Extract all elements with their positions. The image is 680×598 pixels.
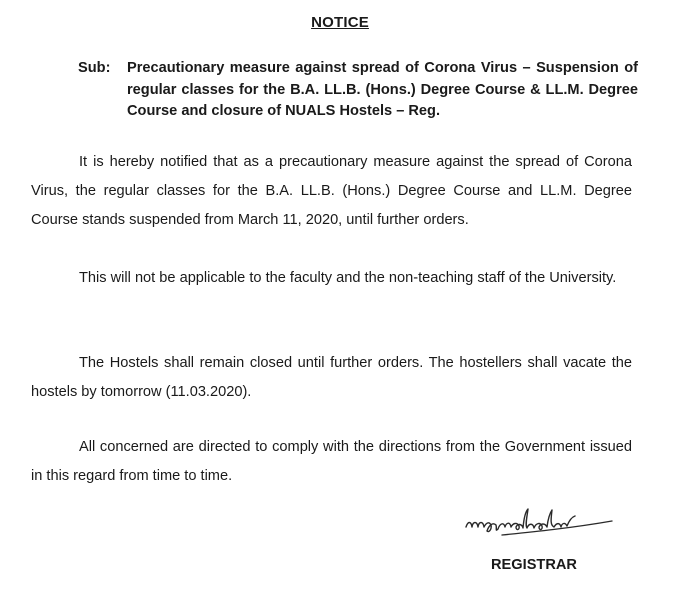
signatory-title: REGISTRAR <box>491 557 577 573</box>
paragraph-compliance: All concerned are directed to comply with the directions from the Government issued in this regard from time to time. <box>31 439 632 484</box>
subject-block <box>78 58 638 123</box>
subject-text: Precautionary measure against spread of Corona Virus – Suspension of regular classes for the B.A. LL.B. (Hons.) Degree Course & LL.M. Degree Course and closure of NUALS Hostels – Reg. <box>127 60 638 119</box>
subject-label: Sub: <box>78 60 111 76</box>
paragraph-suspension: It is hereby notified that as a precautionary measure against the spread of Corona Virus, the regular classes for the B.A. LL.B. (Hons.) Degree Course and LL.M. Degree Course stands suspended from March 11, 2020, until further orders. <box>31 154 632 228</box>
handwritten-signature <box>462 505 617 541</box>
paragraph-staff-exemption: This will not be applicable to the faculty and the non-teaching staff of the University. <box>79 270 617 286</box>
notice-title: NOTICE <box>311 14 369 31</box>
paragraph-hostels: The Hostels shall remain closed until further orders. The hostellers shall vacate the hostels by tomorrow (11.03.2020). <box>31 355 632 400</box>
